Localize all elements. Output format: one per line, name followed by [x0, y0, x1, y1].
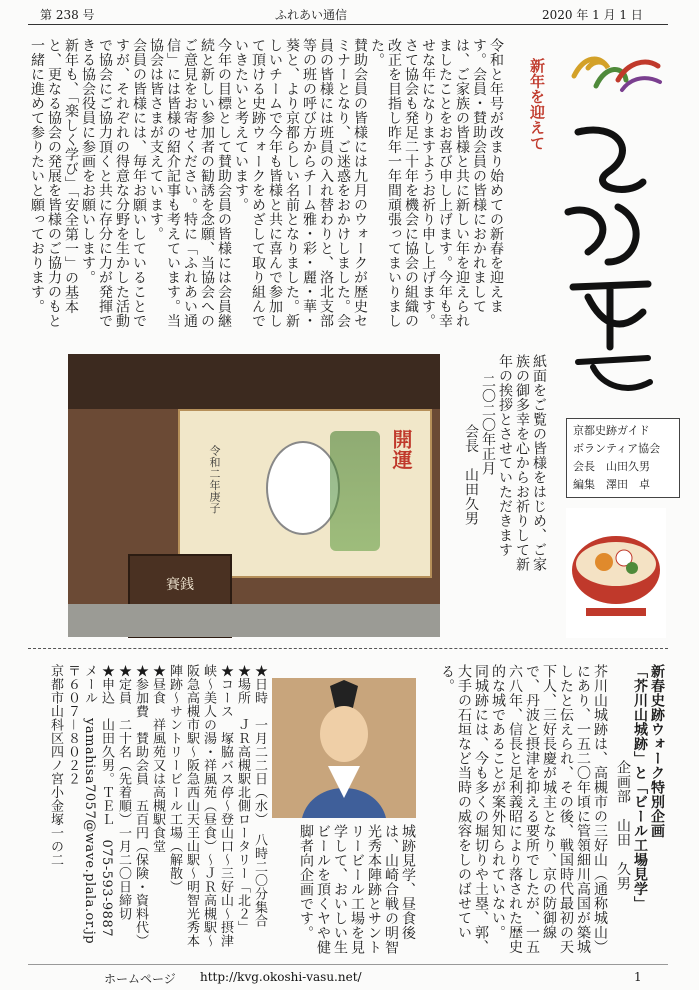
page-number: 1 [634, 970, 642, 984]
detail-email: メール yamahisa7057@wave.plala.or.jp [82, 664, 97, 945]
shrine-ema-photo [68, 354, 440, 637]
event-paragraph: 城跡見学、昼食後は、山崎合戦の明智光秀本陣跡とサントリービール工場を見学して、おいしい生ビールを頂くヤや健脚者向企画です。 [298, 824, 416, 955]
event-planner: 企画部 山田 久男 [615, 760, 631, 891]
article-paragraph: さて協会も発足二十年を機会に協会の組織の改正を目指し昨年一年間頑張ってまいりました。 [369, 38, 419, 328]
association-president: 会長 山田久男 [573, 460, 650, 473]
closing-greeting [462, 354, 547, 574]
event-heading-2: 「芥川山城跡」と「ビール工場見学」 [632, 664, 648, 911]
event-article-continued [286, 824, 416, 956]
event-details [20, 664, 268, 956]
issue-number: 第 238 号 [40, 8, 95, 22]
detail-datetime: ★日時 一月二二日（水） 八時二〇分集合 [252, 664, 267, 928]
event-paragraph: 芥川山城跡は、高槻市の三好山（通称城山）にあり、一五二〇年頃に管領細川高国が築城したと伝えられ、その後、戦国時代最初の天下人、三好長慶が城主となり、京の防御線で、丹波と摂津を抑える要所でしたが、一五六八年、信長と足利義昭により落された歴史的な城であることが案外知られていない。 [490, 664, 608, 954]
osechi-illustration [566, 508, 666, 638]
masthead-text [548, 112, 549, 113]
article-paragraph: 新年も、「楽しく学び」「安全第一」の基本と、更なる協会の発展を皆様のご協力のもと一緒に進めて参りたいと願っております。 [29, 38, 79, 328]
detail-capacity: ★定員 二十名（先着順）一月二〇日締切 [116, 664, 131, 921]
association-editor: 編集 澤田 卓 [573, 478, 650, 491]
detail-address: 京都市山科区四ノ宮小金塚一の二 [48, 664, 63, 867]
event-article [422, 664, 608, 956]
historical-portrait [272, 678, 416, 818]
stone-floor [68, 604, 440, 637]
detail-fee: ★参加費 賛助会員 五百円（保険・資料代） [133, 664, 148, 948]
offering-box-label: 賽銭 [166, 577, 194, 593]
detail-place: ★場所 ＪＲ高槻駅北側ロータリー「北２」 [235, 664, 250, 934]
mouse-illustration [266, 441, 340, 535]
phoenix-logo [566, 46, 666, 106]
association-name: 京都史跡ガイド [573, 424, 650, 437]
event-heading-1: 新春史跡ウォーク特別企画 [649, 664, 665, 838]
masthead-calligraphy [548, 112, 676, 402]
homepage-link[interactable]: http://kvg.okoshi-vasu.net/ [200, 970, 362, 984]
association-name-2: ボランティア協会 [573, 442, 661, 455]
pine-illustration [330, 431, 380, 551]
article-paragraph: 会員の皆様には、毎年お願いしていることですが、それぞれの得意な分野を生かした活動で協会にご協力頂くと共に存分に力が発揮できる協会役員に参画をお願いします。 [80, 38, 147, 328]
detail-apply: ★申込 山田久男。ＴＥＬ 075-593-9887 [99, 664, 114, 937]
section-divider [28, 648, 668, 649]
footer-rule [28, 964, 668, 965]
issue-date: 2020 年 1 月 1 日 [542, 8, 643, 22]
detail-lunch: ★昼食 祥風苑又は高槻駅食堂 [150, 664, 165, 853]
article-paragraph: 今年の目標として賛助会員の皆様には会員継続と新しい参加者の勧誘を念願、当協会へのご意見をお寄せください。特に「ふれあい通信」には皆様の紹介記事も考えています。当協会は皆さまが支えています。 [148, 38, 232, 328]
closing-signature: 会長 山田久男 [463, 424, 479, 526]
event-paragraph: 同城跡には、今も多くの堀切りや土塁、郭、大手の石垣など当時の威容をしのばせている。 [439, 664, 489, 954]
ema-year-text: 令和二年庚子 [208, 445, 221, 514]
detail-course: ★コース 塚脇バス停～登山口～三好山～摂津峡～美人の湯・祥風苑（昼食）～ＪＲ高槻駅～阪急高槻市駅～阪急西山天王山駅～明智光秀本陣跡～サントリービール工場（解散） [167, 664, 233, 948]
closing-date: 二〇二〇年正月 [480, 374, 496, 476]
article-paragraph: 令和と年号が改まり始めての新春を迎えます。会員・賛助会員の皆様におかれましては、ご家族の皆様と共に新しい年を迎えられましたことをお喜び申し上げます。今年も幸せな年になりますようお祈り申し上げます。 [420, 38, 504, 328]
detail-postcode: 〒６０７－８０２２ [65, 664, 80, 786]
closing-text: 紙面をご覧の皆様をはじめ、ご家族の御多幸を心からお祈りして新年の挨拶とさせていただきます [497, 354, 547, 572]
homepage-label: ホームページ [104, 972, 176, 986]
association-info [566, 418, 680, 498]
article-paragraph: 賛助会員の皆様には九月のウォークが歴史セミナーとなり、ご迷惑をおかけしました。会員の皆様には班員の入れ替わりと、洛北支部等の班の呼び方からチーム雅・彩・麗・華・葵と、より京都らしい名前となりました。新しいチームで今年も皆様と共に喜んで参加して頂ける史跡ウォークをめざして取り組んでいきたいと考えています。 [233, 38, 368, 328]
header-rule [28, 24, 668, 25]
article-subtitle: 新年を迎えて [528, 58, 546, 151]
newsletter-title: ふれあい通信 [275, 8, 348, 22]
event-heading [614, 664, 665, 954]
ema-kaiun-text: 開運 [389, 429, 413, 470]
roof-beams [68, 354, 440, 409]
new-year-article [29, 38, 504, 342]
ema-board [178, 409, 432, 578]
